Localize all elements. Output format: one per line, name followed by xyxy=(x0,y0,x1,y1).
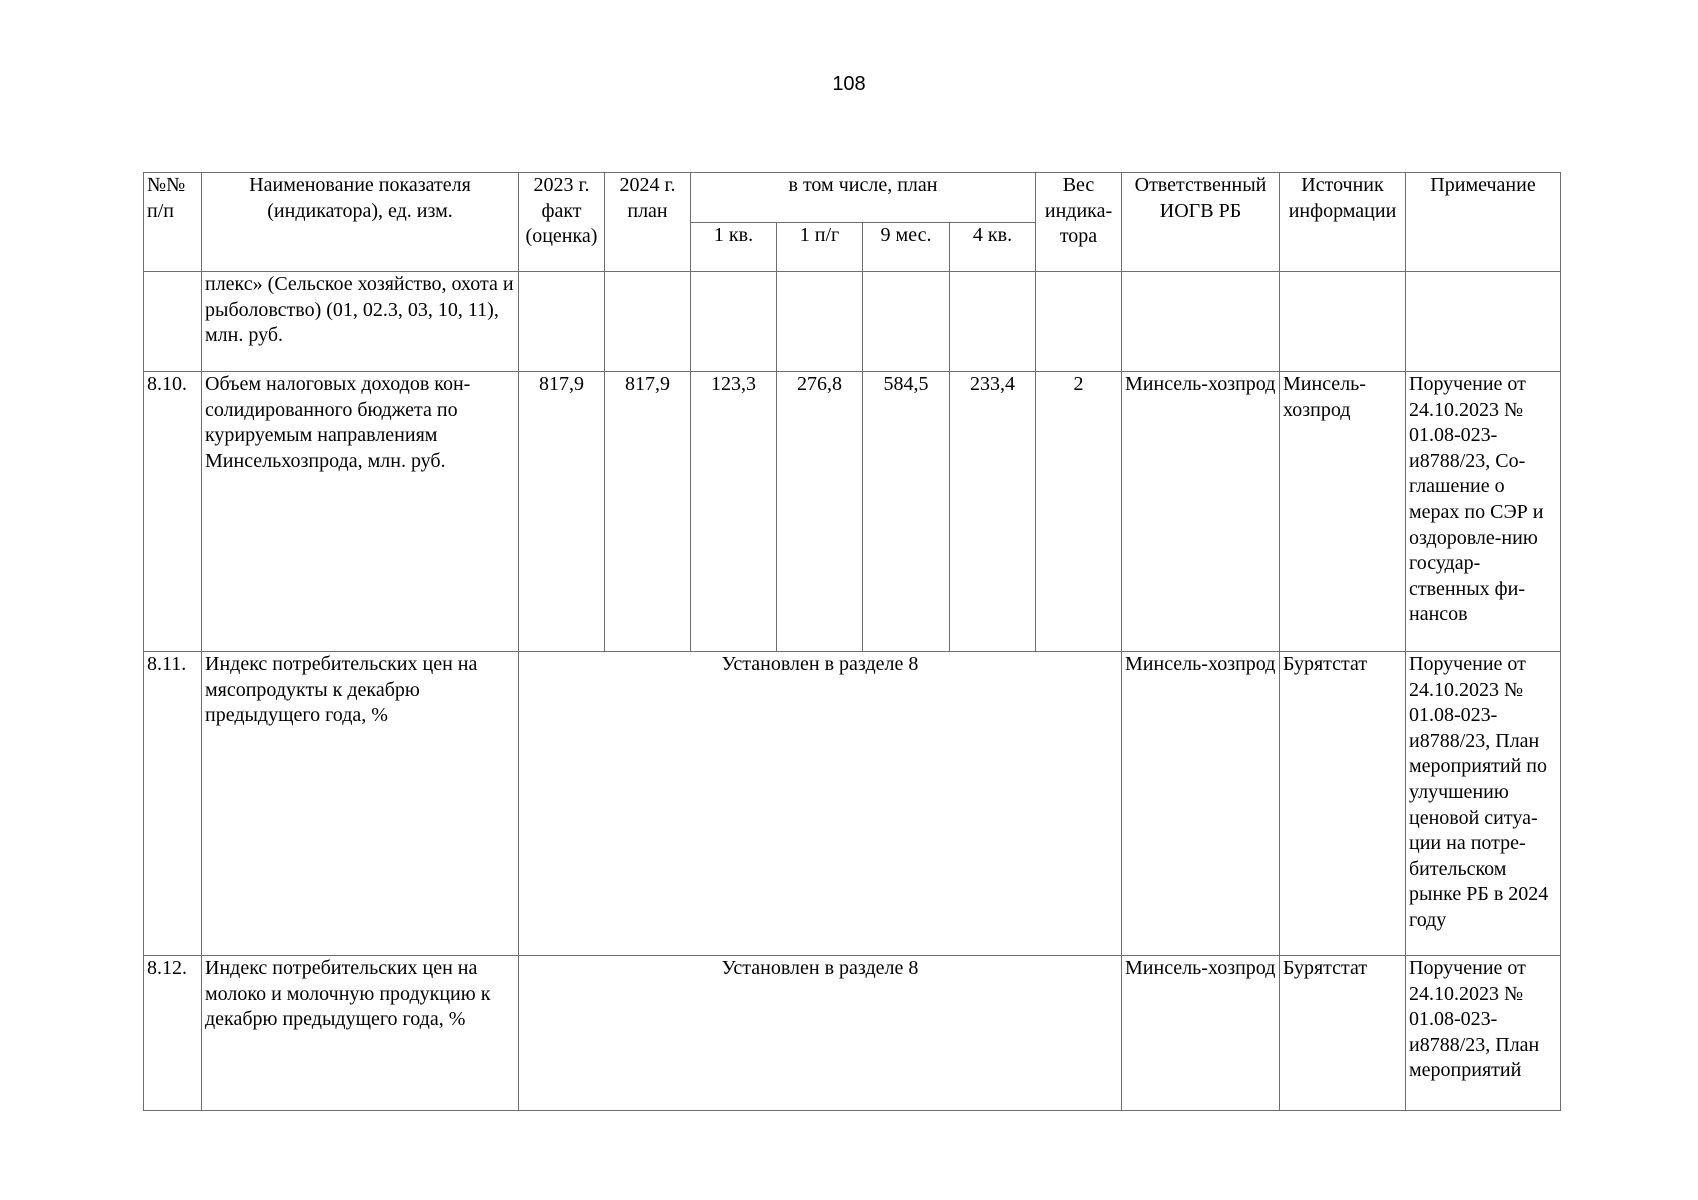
table-row-8-12 xyxy=(144,956,1561,1111)
cell-note: Поручение от 24.10.2023 № 01.08-023-и8788/23, Со-глашение о мерах по СЭР и оздоровле-нию государ-ственных фи-нансов xyxy=(1406,372,1561,652)
header-fact-2023: 2023 г. факт (оценка) xyxy=(519,173,605,272)
header-name: Наименование показателя (индикатора), ед. изм. xyxy=(202,173,519,272)
header-row xyxy=(144,173,1561,223)
cell-name: Индекс потребительских цен на мясопродукты к декабрю предыдущего года, % xyxy=(202,652,519,956)
cell-responsible: Минсель-хозпрод xyxy=(1122,372,1280,652)
header-q1: 1 кв. xyxy=(691,223,777,272)
header-q4: 4 кв. xyxy=(950,223,1036,272)
header-plan-2024: 2024 г. план xyxy=(605,173,691,272)
cell-plan-2024 xyxy=(605,272,691,372)
cell-num: 8.12. xyxy=(144,956,202,1111)
page-number: 108 xyxy=(832,73,866,95)
cell-source: Минсель-хозпрод xyxy=(1280,372,1406,652)
header-responsible: Ответственный ИОГВ РБ xyxy=(1122,173,1280,272)
header-h1: 1 п/г xyxy=(777,223,863,272)
cell-name: Индекс потребительских цен на молоко и молочную продукцию к декабрю предыдущего года, % xyxy=(202,956,519,1111)
cell-q1: 123,3 xyxy=(691,372,777,652)
cell-name: Объем налоговых доходов кон-солидированного бюджета по курируемым направлениям Минсельхозпрода, млн. руб. xyxy=(202,372,519,652)
header-num: №№ п/п xyxy=(144,173,202,272)
cell-num xyxy=(144,272,202,372)
cell-note: Поручение от 24.10.2023 № 01.08-023-и8788/23, План мероприятий xyxy=(1406,956,1561,1111)
cell-source: Бурятстат xyxy=(1280,652,1406,956)
cell-9m xyxy=(863,272,950,372)
cell-name: плекс» (Сельское хозяйство, охота и рыболовство) (01, 02.3, 03, 10, 11), млн. руб. xyxy=(202,272,519,372)
header-9m: 9 мес. xyxy=(863,223,950,272)
indicators-table xyxy=(143,172,1561,1111)
cell-note: Поручение от 24.10.2023 № 01.08-023-и8788/23, План мероприятий по улучшению ценовой ситуа-ции на потре-бительском рынке РБ в 2024 году xyxy=(1406,652,1561,956)
cell-plan-2024: 817,9 xyxy=(605,372,691,652)
cell-source: Бурятстат xyxy=(1280,956,1406,1111)
cell-note xyxy=(1406,272,1561,372)
cell-weight: 2 xyxy=(1036,372,1122,652)
cell-merged-plan: Установлен в разделе 8 xyxy=(519,956,1122,1111)
cell-source xyxy=(1280,272,1406,372)
cell-q4: 233,4 xyxy=(950,372,1036,652)
cell-responsible: Минсель-хозпрод xyxy=(1122,956,1280,1111)
cell-num: 8.10. xyxy=(144,372,202,652)
header-note: Примечание xyxy=(1406,173,1561,272)
cell-merged-plan: Установлен в разделе 8 xyxy=(519,652,1122,956)
cell-fact-2023 xyxy=(519,272,605,372)
cell-fact-2023: 817,9 xyxy=(519,372,605,652)
table-row-8-11 xyxy=(144,652,1561,956)
table-row-continuation xyxy=(144,272,1561,372)
cell-num: 8.11. xyxy=(144,652,202,956)
cell-responsible xyxy=(1122,272,1280,372)
cell-h1: 276,8 xyxy=(777,372,863,652)
header-weight: Вес индика-тора xyxy=(1036,173,1122,272)
cell-responsible: Минсель-хозпрод xyxy=(1122,652,1280,956)
cell-weight xyxy=(1036,272,1122,372)
cell-q4 xyxy=(950,272,1036,372)
header-source: Источник информации xyxy=(1280,173,1406,272)
cell-9m: 584,5 xyxy=(863,372,950,652)
cell-q1 xyxy=(691,272,777,372)
cell-h1 xyxy=(777,272,863,372)
header-including-plan: в том числе, план xyxy=(691,173,1036,223)
table-row-8-10 xyxy=(144,372,1561,652)
